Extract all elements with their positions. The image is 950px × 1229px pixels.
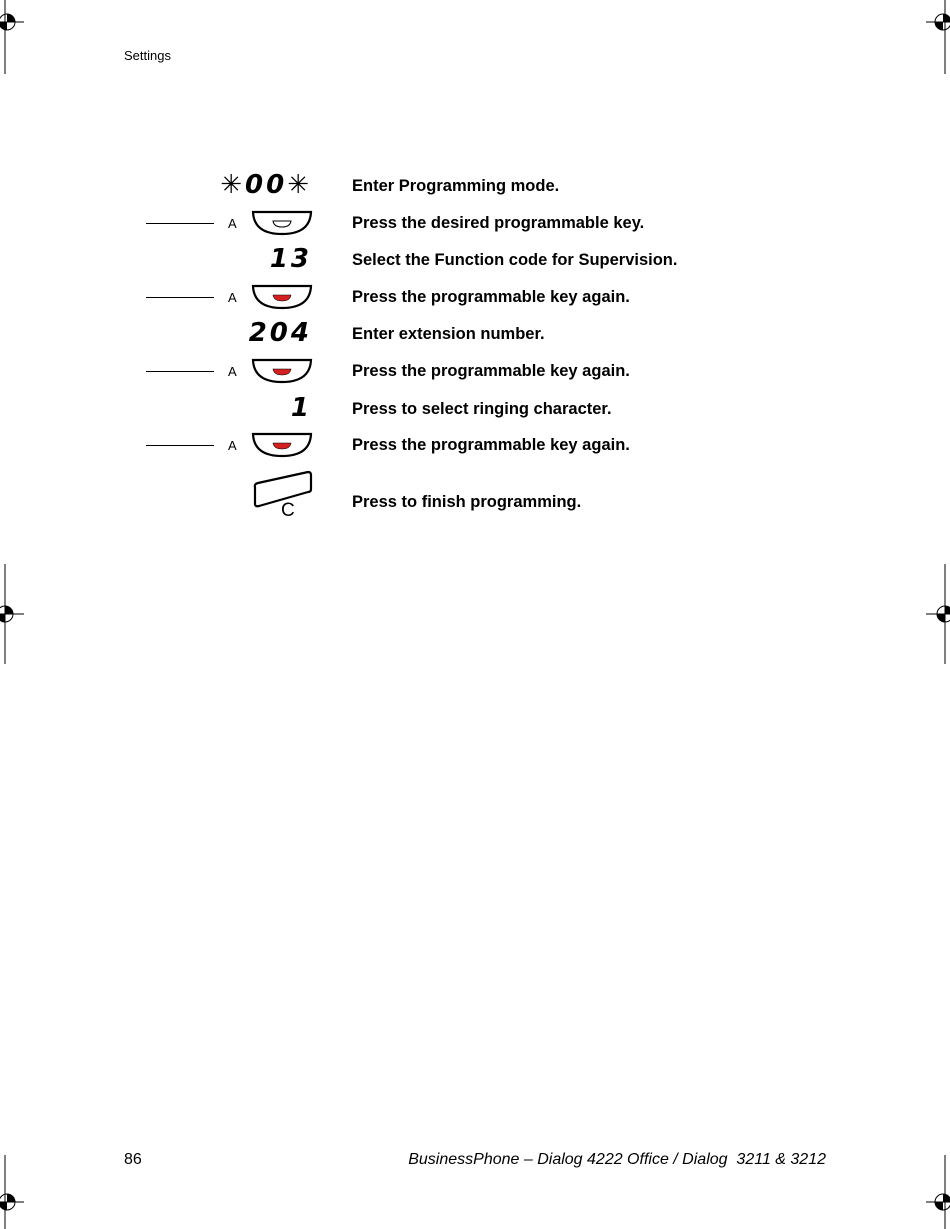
step-text: Press to finish programming. <box>352 493 582 511</box>
clear-key-label: C <box>281 500 295 521</box>
key-pointer-line <box>146 297 214 298</box>
key-label: A <box>228 438 237 453</box>
step-text: Enter extension number. <box>352 325 545 343</box>
page-number: 86 <box>124 1151 142 1168</box>
step-text: Select the Function code for Supervision. <box>352 251 678 269</box>
step-text: Enter Programming mode. <box>352 177 560 195</box>
programmable-key-red-icon <box>250 358 314 386</box>
digits-204-symbol: 204 <box>248 318 312 348</box>
step-text: Press the desired programmable key. <box>352 214 645 232</box>
key-label: A <box>228 364 237 379</box>
digit-1-symbol: 1 <box>290 393 312 423</box>
programmable-key-icon <box>250 210 314 238</box>
key-pointer-line <box>146 445 214 446</box>
key-pointer-line <box>146 371 214 372</box>
footer-title: BusinessPhone – Dialog 4222 Office / Dialog 3211 & 3212 <box>408 1151 826 1168</box>
key-label: A <box>228 290 237 305</box>
section-header: Settings <box>124 48 171 63</box>
key-pointer-line <box>146 223 214 224</box>
star-00-star-symbol: ✳00✳ <box>220 170 312 200</box>
key-label: A <box>228 216 237 231</box>
step-text: Press to select ringing character. <box>352 400 612 418</box>
digits-13-symbol: 13 <box>269 244 312 274</box>
step-text: Press the programmable key again. <box>352 362 630 380</box>
step-text: Press the programmable key again. <box>352 288 630 306</box>
programmable-key-red-icon <box>250 284 314 312</box>
step-text: Press the programmable key again. <box>352 436 630 454</box>
programmable-key-red-icon <box>250 432 314 460</box>
